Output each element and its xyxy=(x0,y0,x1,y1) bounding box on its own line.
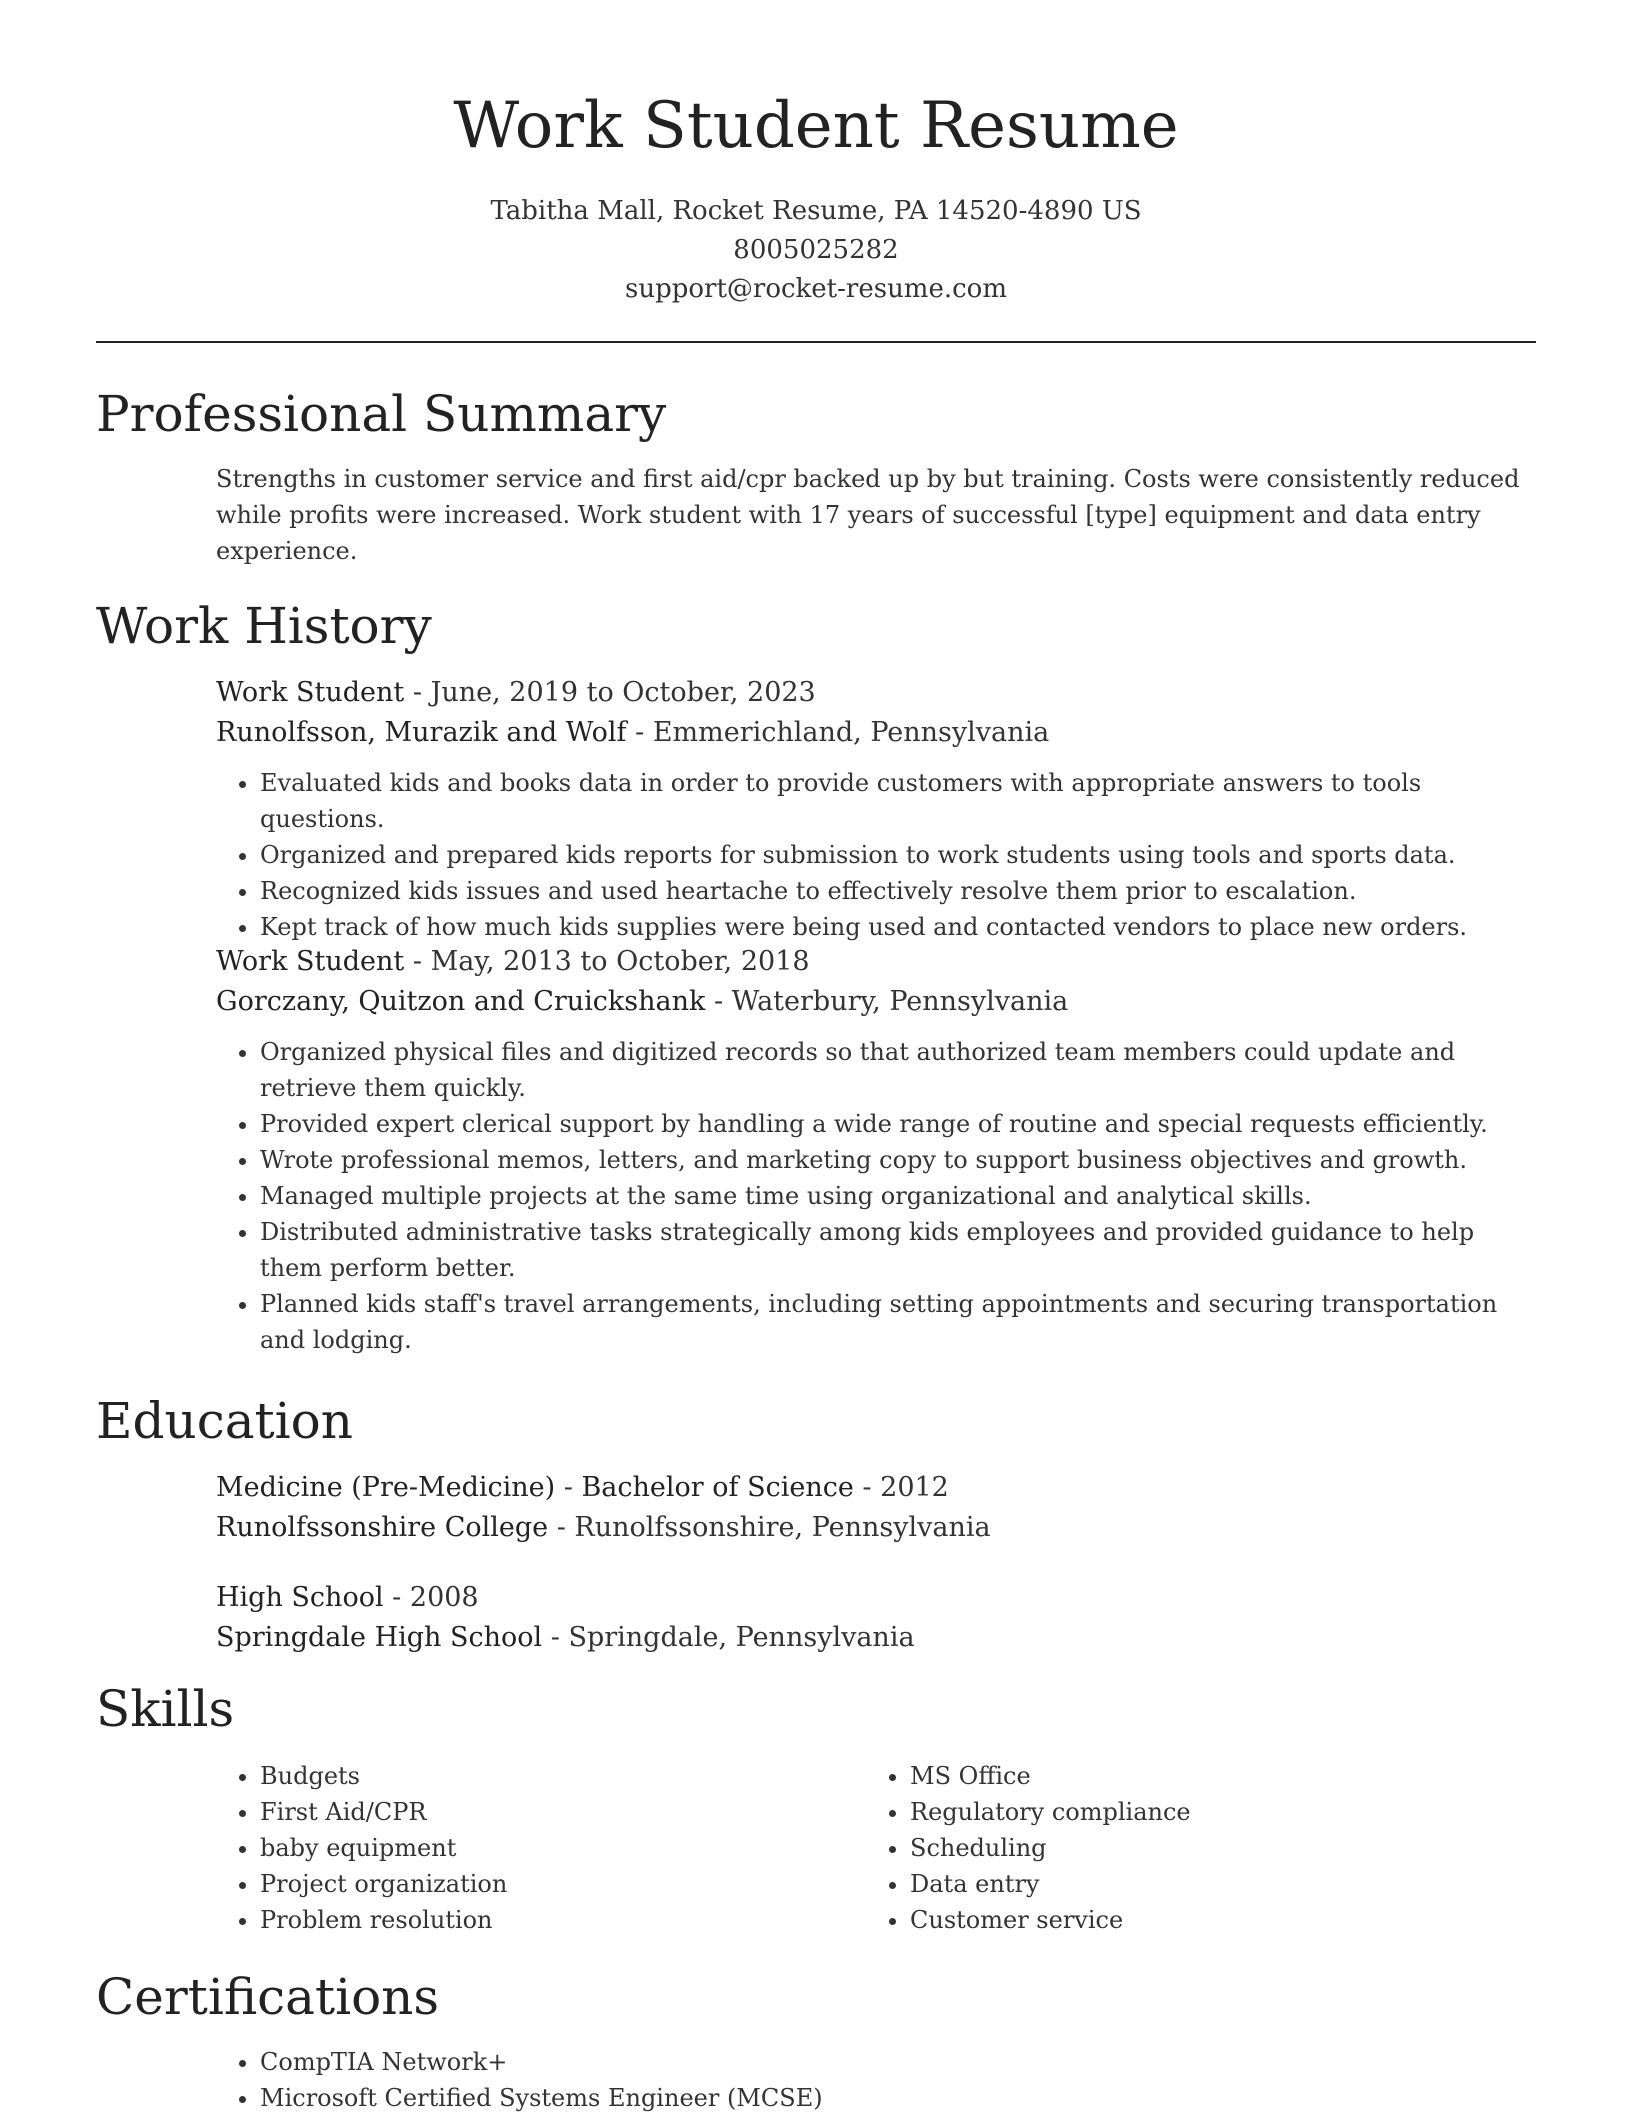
job-bullet: • Evaluated kids and books data in order to provide customers with appropriate answers to tools questions. xyxy=(260,765,1536,837)
job-title-line xyxy=(216,942,1536,982)
contact-phone: 8005025282 xyxy=(733,235,899,265)
job-title: Work Student xyxy=(216,677,405,708)
job-title: Work Student xyxy=(216,946,405,977)
education-school: Runolfssonshire College xyxy=(216,1512,549,1543)
education-year: 2012 xyxy=(880,1472,949,1503)
education-location: Runolfssonshire, Pennsylvania xyxy=(574,1512,991,1543)
education-location: Springdale, Pennsylvania xyxy=(568,1622,915,1653)
job-bullet: • Organized physical files and digitized records so that authorized team members could update and retrieve them quickly. xyxy=(260,1034,1536,1106)
skill-item: • Project organization xyxy=(260,1866,856,1902)
education-school-line xyxy=(216,1508,1536,1548)
education-school: Springdale High School xyxy=(216,1622,543,1653)
job-company: Gorczany, Quitzon and Cruickshank xyxy=(216,986,706,1017)
skills-list xyxy=(216,1758,1536,1948)
separator: - xyxy=(626,717,653,748)
certifications-list xyxy=(216,2044,1536,2116)
summary-text: Strengths in customer service and first aid/cpr backed up by but training. Costs were consistently reduced while profits were increased. Work student with 17 years of successful [type] equipment and data entry experience. xyxy=(216,465,1520,565)
contact-address: Tabitha Mall, Rocket Resume, PA 14520-4890 US xyxy=(490,196,1142,226)
header-divider xyxy=(96,341,1536,343)
education-degree: High School xyxy=(216,1582,384,1613)
education-degree-line xyxy=(216,1468,1536,1508)
job-bullet: • Kept track of how much kids supplies were being used and contacted vendors to place new orders. xyxy=(260,909,1536,945)
separator: - xyxy=(853,1472,881,1503)
separator: - xyxy=(404,946,431,977)
job-bullets xyxy=(216,765,1536,945)
certifications-heading: Certifications xyxy=(96,1968,440,2026)
job-bullet: • Managed multiple projects at the same time using organizational and analytical skills. xyxy=(260,1178,1536,1214)
job-bullet: • Wrote professional memos, letters, and marketing copy to support business objectives and growth. xyxy=(260,1142,1536,1178)
job-dates: May, 2013 to October, 2018 xyxy=(430,946,810,977)
education-degree-line xyxy=(216,1578,1536,1618)
job-bullet: • Organized and prepared kids reports for submission to work students using tools and sports data. xyxy=(260,837,1536,873)
skill-item: • Problem resolution xyxy=(260,1902,856,1938)
separator: - xyxy=(555,1472,582,1503)
job-title-line xyxy=(216,673,1536,713)
education-school-line xyxy=(216,1618,1536,1658)
skills-column-right xyxy=(866,1758,1506,1938)
separator: - xyxy=(383,1582,410,1613)
education-entry xyxy=(216,1578,1536,1658)
separator: - xyxy=(548,1512,575,1543)
skill-item: • Scheduling xyxy=(910,1830,1506,1866)
certification-item: • Microsoft Certified Systems Engineer (MCSE) xyxy=(260,2080,1536,2116)
skills-bullets xyxy=(866,1758,1506,1938)
skills-heading: Skills xyxy=(96,1680,235,1738)
skills-bullets xyxy=(216,1758,856,1938)
certification-item: • CompTIA Network+ xyxy=(260,2044,1536,2080)
separator: - xyxy=(705,986,732,1017)
skill-item: • baby equipment xyxy=(260,1830,856,1866)
skill-item: • First Aid/CPR xyxy=(260,1794,856,1830)
skill-item: • Customer service xyxy=(910,1902,1506,1938)
job-entry xyxy=(216,673,1536,945)
work-history-heading: Work History xyxy=(96,597,432,655)
job-company: Runolfsson, Murazik and Wolf xyxy=(216,717,627,748)
job-bullet: • Recognized kids issues and used heartache to effectively resolve them prior to escalation. xyxy=(260,873,1536,909)
skill-item: • MS Office xyxy=(910,1758,1506,1794)
education-heading: Education xyxy=(96,1392,353,1450)
job-bullet: • Provided expert clerical support by handling a wide range of routine and special requests efficiently. xyxy=(260,1106,1536,1142)
education-entry xyxy=(216,1468,1536,1548)
skills-column-left xyxy=(216,1758,856,1938)
job-company-line xyxy=(216,982,1536,1022)
job-company-line xyxy=(216,713,1536,753)
job-entry xyxy=(216,942,1536,1358)
skill-item: • Data entry xyxy=(910,1866,1506,1902)
certification-bullets xyxy=(216,2044,1536,2116)
summary-heading: Professional Summary xyxy=(96,385,667,443)
job-bullet: • Distributed administrative tasks strategically among kids employees and provided guidance to help them perform better. xyxy=(260,1214,1536,1286)
job-location: Waterbury, Pennsylvania xyxy=(731,986,1069,1017)
job-bullets xyxy=(216,1034,1536,1358)
contact-info xyxy=(96,192,1536,309)
contact-email: support@rocket-resume.com xyxy=(624,274,1007,304)
resume-title: Work Student Resume xyxy=(453,89,1179,163)
skill-item: • Budgets xyxy=(260,1758,856,1794)
separator: - xyxy=(542,1622,569,1653)
education-year: 2008 xyxy=(409,1582,479,1613)
job-bullet: • Planned kids staff's travel arrangements, including setting appointments and securing transportation and lodging. xyxy=(260,1286,1536,1358)
separator: - xyxy=(404,677,431,708)
education-field: Medicine (Pre-Medicine) xyxy=(216,1472,556,1503)
education-degree: Bachelor of Science xyxy=(581,1472,854,1503)
job-location: Emmerichland, Pennsylvania xyxy=(652,717,1050,748)
job-dates: June, 2019 to October, 2023 xyxy=(430,677,816,708)
skill-item: • Regulatory compliance xyxy=(910,1794,1506,1830)
